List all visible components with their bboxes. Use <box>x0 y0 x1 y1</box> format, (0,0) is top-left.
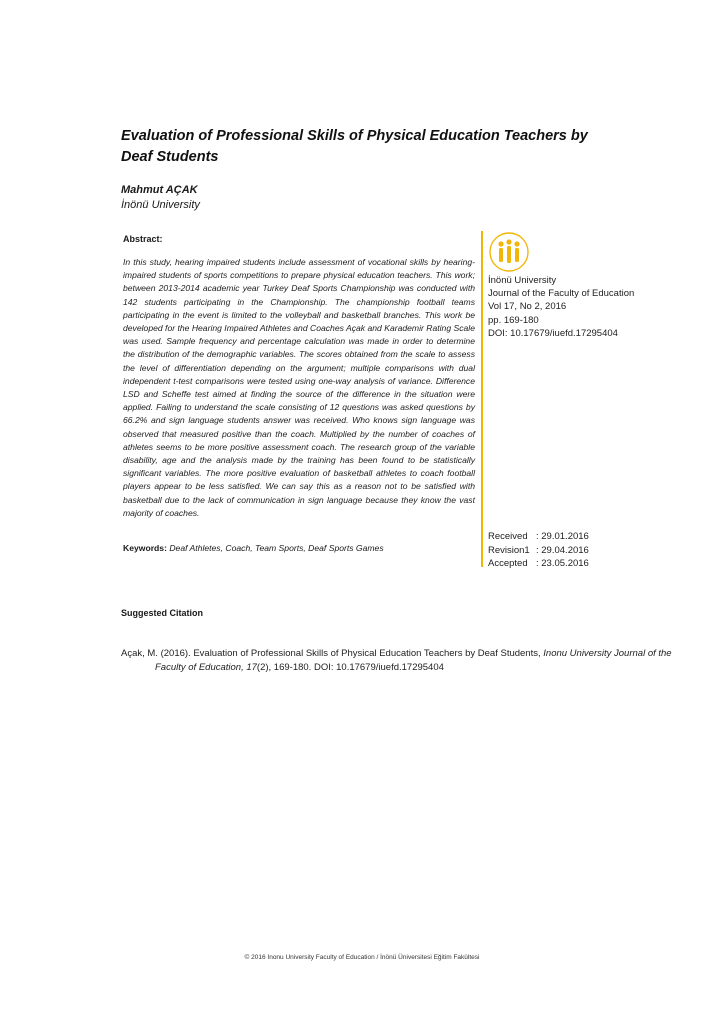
sidebar-divider <box>481 231 483 567</box>
journal-university: İnönü University <box>488 275 557 286</box>
journal-info <box>488 274 634 340</box>
date-value: : 29.01.2016 <box>536 531 589 542</box>
date-value: : 29.04.2016 <box>536 544 589 556</box>
article-dates <box>488 530 589 571</box>
date-row <box>488 544 589 558</box>
date-row <box>488 557 589 571</box>
citation-part2: (2), 169-180. DOI: 10.17679/iuefd.17295404 <box>256 661 444 673</box>
article-title: Evaluation of Professional Skills of Physical Education Teachers by Deaf Students <box>121 128 588 165</box>
citation-journal: Inonu University Journal of the Faculty of Education, 17 <box>155 648 672 673</box>
page-footer: © 2016 Inonu University Faculty of Education / İnönü Üniversitesi Eğitim Fakültesi <box>244 954 480 961</box>
journal-volume: Vol 17, No 2, 2016 <box>488 301 567 313</box>
date-label: Accepted <box>488 558 528 569</box>
author-name: Mahmut AÇAK <box>121 184 198 196</box>
date-row <box>488 530 589 544</box>
date-value: : 23.05.2016 <box>536 558 589 569</box>
keywords <box>123 543 475 553</box>
university-logo-icon <box>488 231 530 273</box>
citation-part1: Açak, M. (2016). Evaluation of Professional Skills of Physical Education Teachers by Deaf Students, <box>121 648 544 659</box>
abstract-heading: Abstract: <box>123 234 163 244</box>
keywords-value: Deaf Athletes, Coach, Team Sports, Deaf Sports Games <box>169 543 384 553</box>
abstract-text: In this study, hearing impaired students include assessment of vocational skills by hearing-impaired students of sports competitions to prepare physical education teachers. This work; between 2013-2014 academic year Turkey Deaf Sports Championship was conducted with 142 students participating in the Championship. The championship football teams participating in the event is limited to the volleyball and basketball branches. This work be developed for the Hearing Impaired Athletes and Coaches Açak and Karademir Rating Scale was used. Sample frequency and percentage calculation was made in order to determine the distribution of the demographic variables. The scores obtained from the scale to assess the level of differentiation depending on the argument; multiple comparisons with dual independent t-test comparisons were tested using one-way analysis of variance. Difference LSD and Scheffe test aimed at finding the source of the difference in the situation were applied. Failing to understand the scale consisting of 12 questions was asked questions by 66.2% and sign language students answer was received. Who knows sign language was observed that measured positive than the coach. Multiplied by the number of coaches of athletes seems to be more positive assessment coach. The research group of the variable disability, age and the analysis made by the training has been found to be statistically significant variables. The more positive evaluation of basketball athletes to coach football players appear to be less satisfied. We can say this as a reason not to be satisfied with basketball due to the lack of communication in sign language because they know the vast majority of coaches. <box>123 257 475 518</box>
journal-pages: pp. 169-180 <box>488 314 539 326</box>
journal-doi: DOI: 10.17679/iuefd.17295404 <box>488 327 618 339</box>
author-affiliation: İnönü University <box>121 199 200 211</box>
date-label: Revision1 <box>488 544 530 556</box>
suggested-citation-heading: Suggested Citation <box>121 608 204 618</box>
date-label: Received <box>488 531 528 542</box>
journal-name: Journal of the Faculty of Education <box>488 288 635 300</box>
citation-text <box>121 647 675 674</box>
keywords-label: Keywords: <box>123 543 167 553</box>
